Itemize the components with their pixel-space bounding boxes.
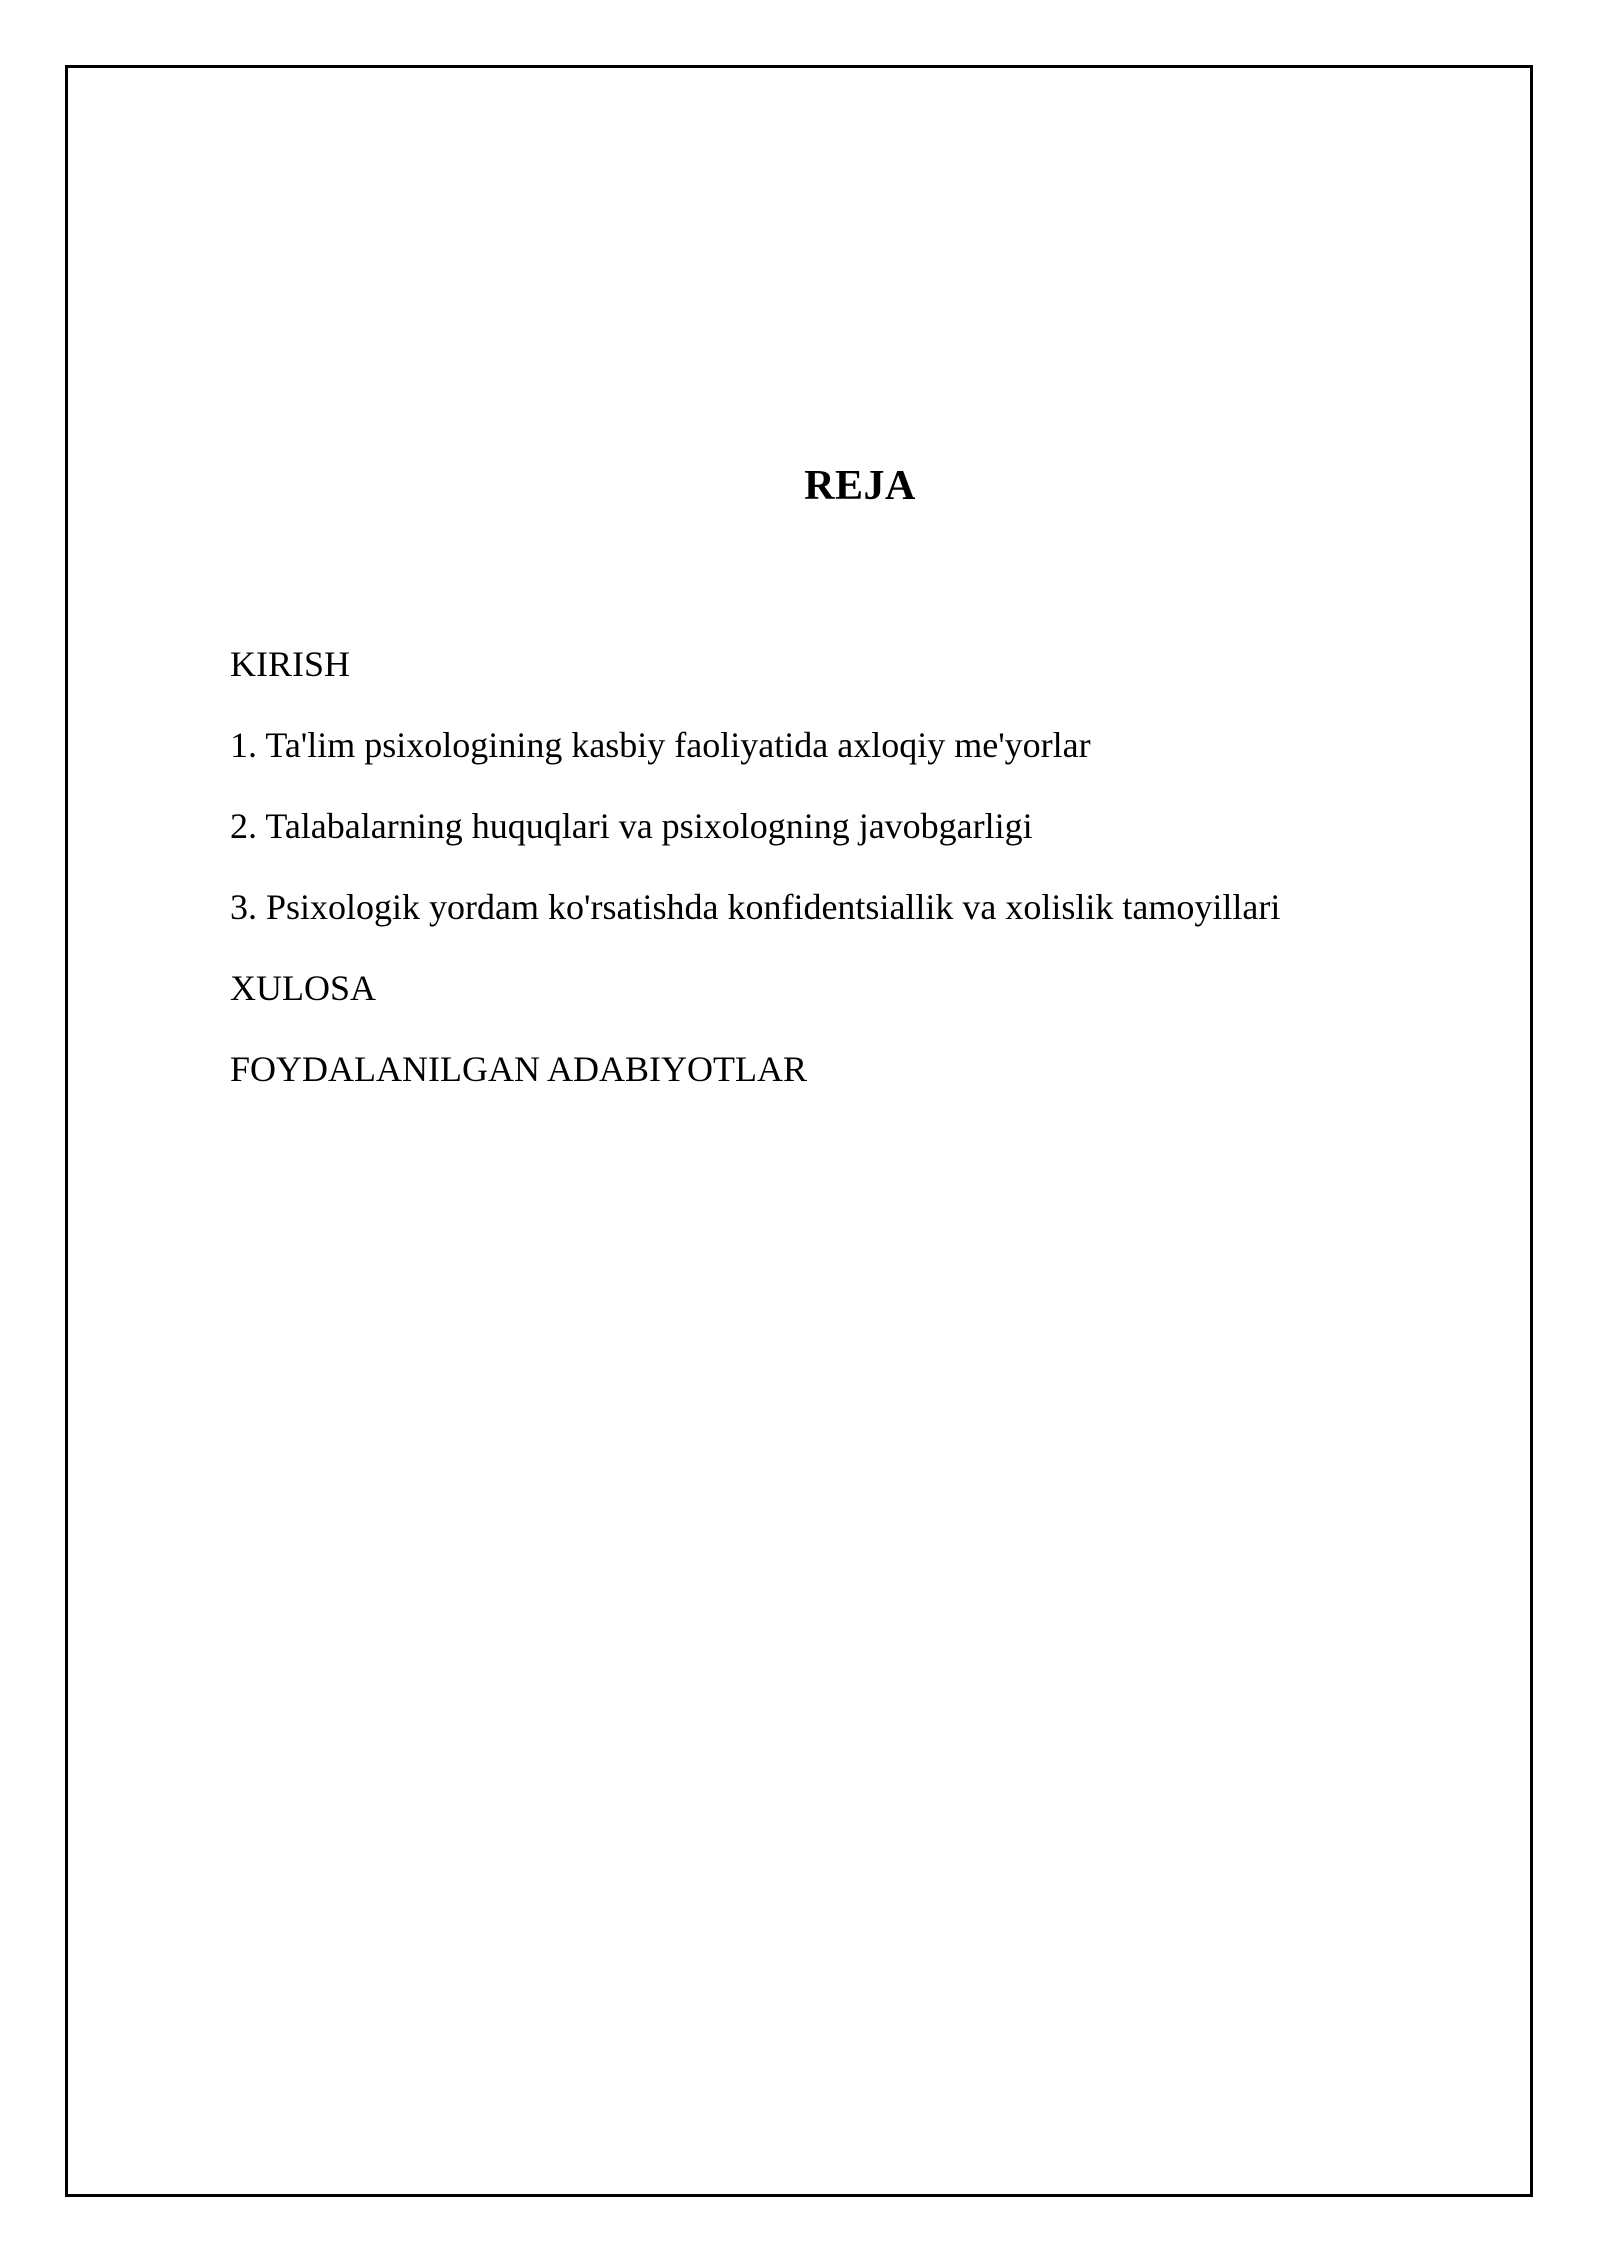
- page-title: REJA: [804, 463, 916, 509]
- plan-item-2: 2. Talabalarning huquqlari va psixologning javobgarligi: [230, 806, 1033, 846]
- plan-item-3: 3. Psixologik yordam ko'rsatishda konfidentsiallik va xolislik tamoyillari: [230, 887, 1281, 927]
- plan-list: [230, 640, 1280, 1126]
- page-border: [65, 65, 1533, 2197]
- plan-item-introduction: KIRISH: [230, 644, 351, 684]
- plan-item-references: FOYDALANILGAN ADABIYOTLAR: [230, 1049, 807, 1089]
- plan-item-1: 1. Ta'lim psixologining kasbiy faoliyatida axloqiy me'yorlar: [230, 725, 1091, 765]
- plan-item-conclusion: XULOSA: [230, 968, 377, 1008]
